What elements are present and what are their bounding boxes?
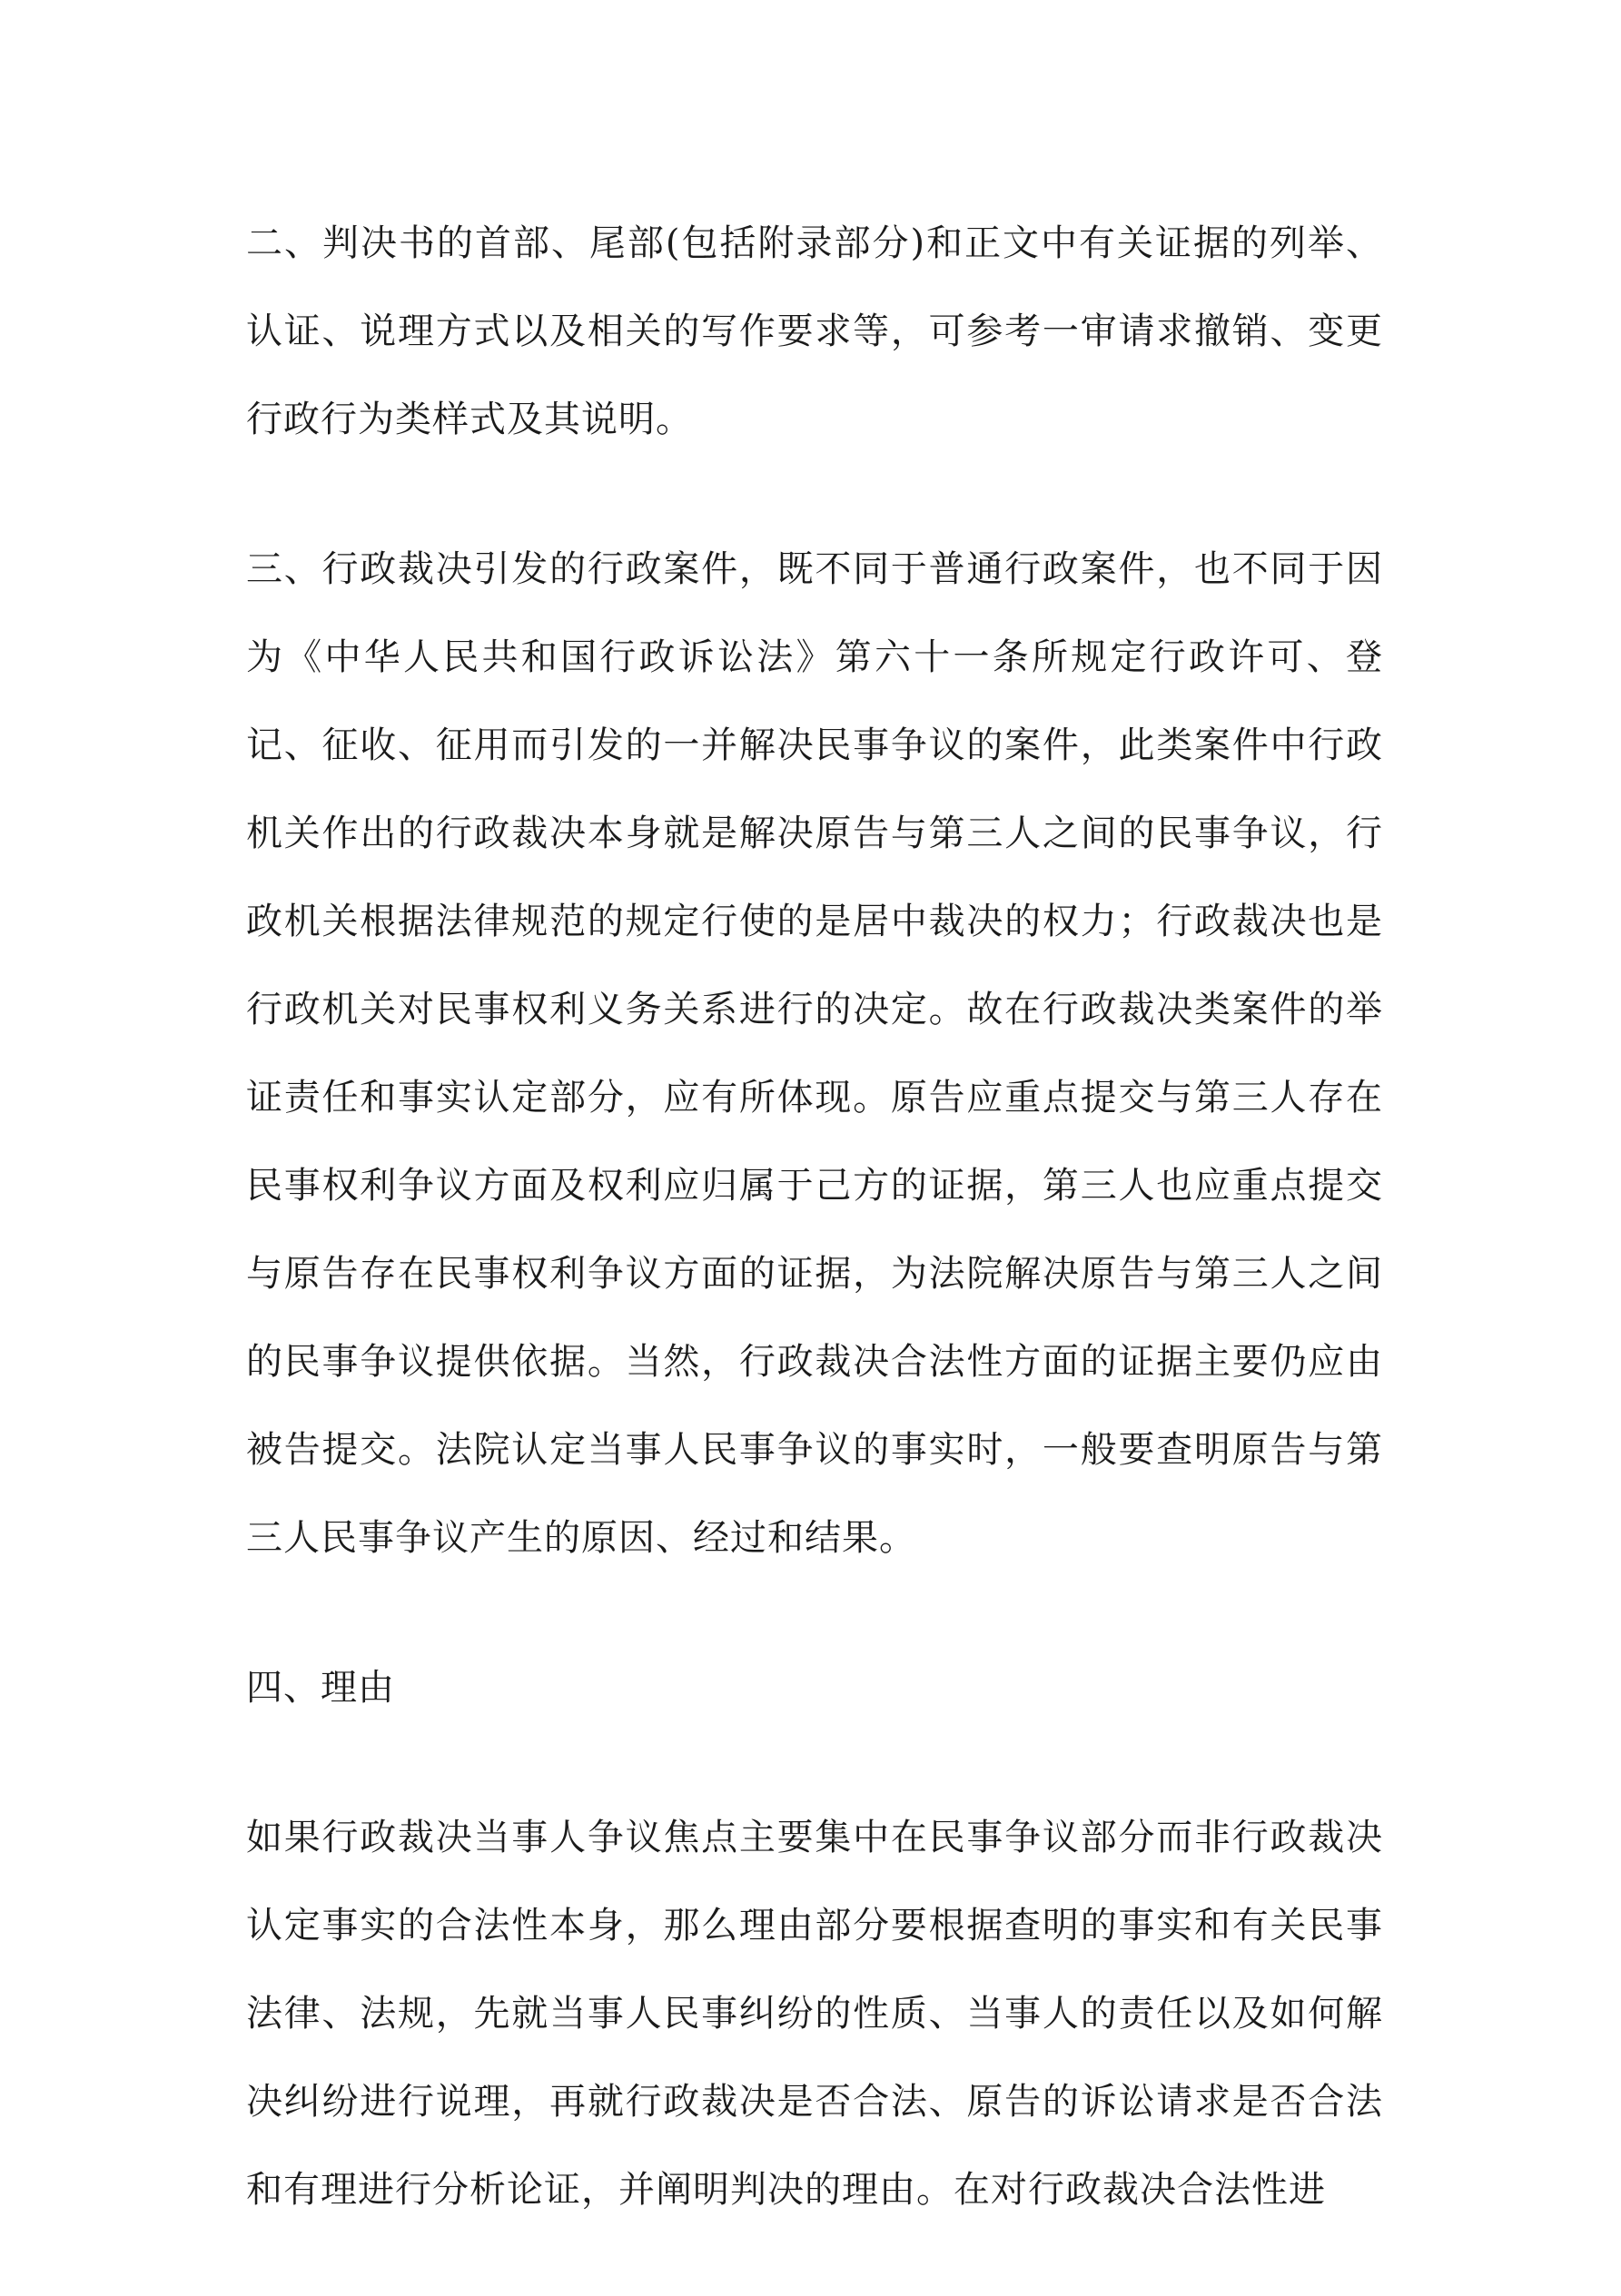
paragraph-section-2: 二、判决书的首部、尾部(包括附录部分)和正文中有关证据的列举、认证、说理方式以及相关的写作要求等，可参考一审请求撤销、变更行政行为类样式及其说明。 <box>246 222 1383 440</box>
paragraph-section-4-body: 如果行政裁决当事人争议焦点主要集中在民事争议部分而非行政裁决认定事实的合法性本身，那么理由部分要根据查明的事实和有关民事法律、法规，先就当事人民事纠纷的性质、当事人的责任以及如何解决纠纷进行说理，再就行政裁决是否合法、原告的诉讼请求是否合法和有理进行分析论证，并阐明判决的理由。在对行政裁决合法性进 <box>246 1817 1383 2211</box>
section-heading-reasons: 四、理由 <box>246 1667 395 1709</box>
document-body <box>246 200 1383 2296</box>
paragraph-section-3: 三、行政裁决引发的行政案件，既不同于普通行政案件，也不同于因为《中华人民共和国行政诉讼法》第六十一条所规定行政许可、登记、征收、征用而引发的一并解决民事争议的案件，此类案件中行政机关作出的行政裁决本身就是解决原告与第三人之间的民事争议，行政机关根据法律规范的规定行使的是居中裁决的权力；行政裁决也是行政机关对民事权利义务关系进行的决定。故在行政裁决类案件的举证责任和事实认定部分，应有所体现。原告应重点提交与第三人存在民事权利争议方面及权利应归属于己方的证据，第三人也应重点提交与原告存在民事权利争议方面的证据，为法院解决原告与第三人之间的民事争议提供依据。当然，行政裁决合法性方面的证据主要仍应由被告提交。法院认定当事人民事争议的事实时，一般要查明原告与第三人民事争议产生的原因、经过和结果。 <box>246 548 1383 1559</box>
